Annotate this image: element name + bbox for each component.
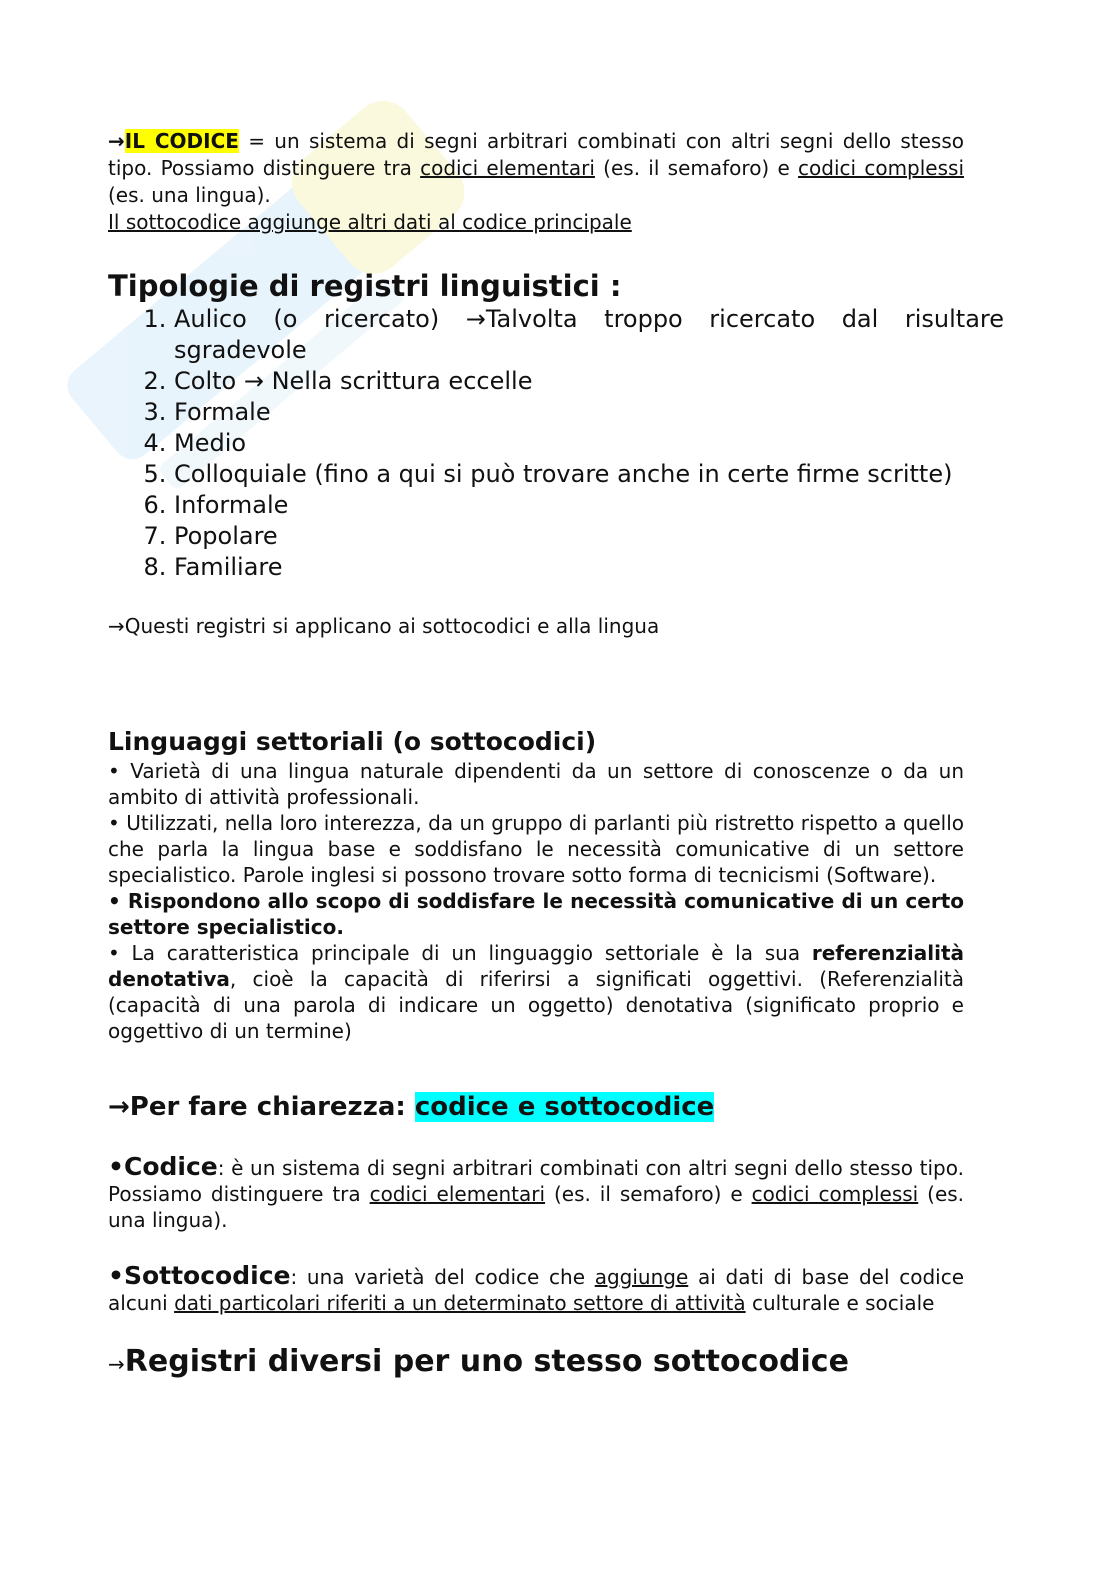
codici-elementari: codici elementari	[420, 156, 595, 180]
sottocodice-definition	[108, 1263, 964, 1316]
definition-text: (es. una lingua).	[108, 1182, 965, 1232]
definition-text: : è un sistema di segni arbitrari combinati con altri segni dello stesso tipo. Possiamo distinguere tra	[108, 1156, 964, 1206]
definition-text: (es. il semaforo) e	[545, 1182, 752, 1206]
chiarezza-highlight: codice e sottocodice	[414, 1092, 715, 1122]
dati-particolari: dati particolari riferiti a un determinato settore di attività	[174, 1291, 746, 1315]
list-item: 8. Familiare	[174, 552, 1004, 583]
bullet-4	[108, 940, 964, 1044]
definition-text: culturale e sociale	[745, 1291, 935, 1315]
list-item: 4. Medio	[174, 428, 1004, 459]
list-item: 6. Informale	[174, 490, 1004, 521]
intro-text: = un sistema di segni arbitrari combinati con altri segni dello stesso tipo. Possiamo distinguere tra	[108, 129, 965, 180]
arrow-icon: →	[108, 1352, 125, 1376]
list-item: 3. Formale	[174, 397, 1004, 428]
registri-note: →Questi registri si applicano ai sottocodici e alla lingua	[108, 614, 660, 638]
document-page	[108, 128, 1004, 1382]
codice-intro	[108, 128, 964, 209]
referenzialita-denotativa: referenzialità denotativa	[108, 941, 964, 991]
list-item: 1. Aulico (o ricercato) →Talvolta troppo ricercato dal risultare sgradevole	[174, 304, 1004, 366]
bullet-1: • Varietà di una lingua naturale dipendenti da un settore di conoscenze o da un ambito di attività professionali.	[108, 759, 964, 809]
definition-text: ai dati di base del codice alcuni	[108, 1265, 964, 1315]
linguaggi-heading: Linguaggi settoriali (o sottocodici)	[108, 727, 597, 756]
intro-text: (es. una lingua).	[108, 183, 271, 207]
bullet-3: • Rispondono allo scopo di soddisfare le necessità comunicative di un certo settore specialistico.	[108, 889, 964, 939]
bullet-2: • Utilizzati, nella loro interezza, da un gruppo di parlanti più ristretto rispetto a quello che parla la lingua base e soddisfano le necessità comunicative di un settore specialistico. Parole inglesi si possono trovare sotto forma di tecnicismi (Software).	[108, 811, 964, 887]
aggiunge: aggiunge	[594, 1265, 689, 1289]
codici-complessi: codici complessi	[751, 1182, 919, 1206]
definition-text: : una varietà del codice che	[290, 1265, 595, 1289]
list-item: 5. Colloquiale (fino a qui si può trovare anche in certe firme scritte)	[174, 459, 1004, 490]
chiarezza-heading	[108, 1090, 964, 1124]
bullet-4-text: • La caratteristica principale di un linguaggio settoriale è la sua	[108, 941, 812, 965]
sottocodice-term: •Sottocodice	[108, 1261, 291, 1290]
codici-complessi: codici complessi	[798, 156, 965, 180]
registri-diversi-heading	[108, 1344, 964, 1382]
codice-term: •Codice	[108, 1152, 218, 1181]
chiarezza-label: Per fare chiarezza:	[129, 1092, 415, 1122]
list-item: 7. Popolare	[174, 521, 1004, 552]
bullet-4-text: , cioè la capacità di riferirsi a significati oggettivi. (Referenzialità (capacità di una parola di indicare un oggetto) denotativa (significato proprio e oggettivo di un termine)	[108, 967, 964, 1043]
codici-elementari: codici elementari	[369, 1182, 546, 1206]
arrow-icon: →	[108, 1092, 130, 1122]
codice-label: IL CODICE	[124, 129, 239, 153]
list-item: 2. Colto → Nella scrittura eccelle	[174, 366, 1004, 397]
registri-diversi-title: Registri diversi per uno stesso sottocodice	[124, 1344, 849, 1379]
sottocodice-line: Il sottocodice aggiunge altri dati al codice principale	[108, 210, 632, 234]
arrow-icon: →	[108, 129, 125, 153]
registri-list	[108, 304, 1004, 583]
intro-text: (es. il semaforo) e	[594, 156, 799, 180]
tipologie-heading: Tipologie di registri linguistici :	[108, 269, 622, 303]
codice-definition	[108, 1154, 964, 1233]
